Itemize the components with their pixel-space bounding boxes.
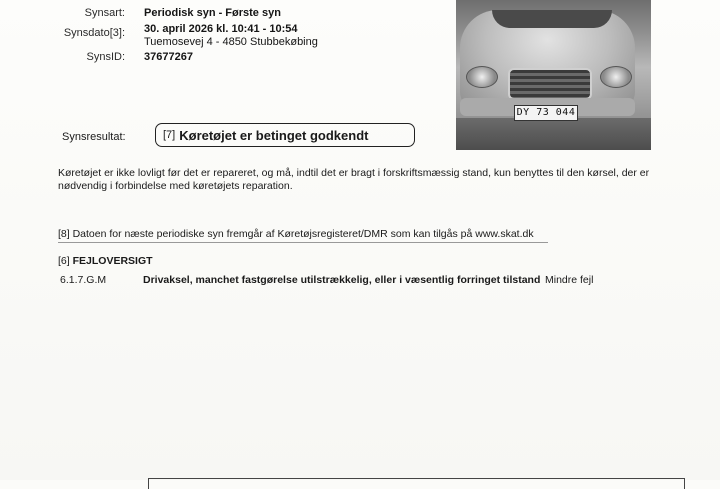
synsart-label: Synsart: xyxy=(84,7,125,19)
result-code: [7] xyxy=(163,129,176,141)
synsid-value: 37677267 xyxy=(144,51,193,63)
result-box xyxy=(155,123,415,147)
synsid-label: SynsID: xyxy=(86,51,125,63)
notice-text: Køretøjet er ikke lovligt før det er repareret, og må, indtil det er bragt i forskriftsmæssig stand, kun benyttes til den kørsel, der er nødvendig i forbindelse med køretøjets reparation. xyxy=(58,167,650,192)
license-plate: DY 73 044 xyxy=(514,105,578,121)
headlight-left xyxy=(466,66,498,88)
car-grille xyxy=(508,68,592,100)
vehicle-photo xyxy=(456,0,651,150)
faults-title xyxy=(58,255,153,267)
divider xyxy=(58,242,548,243)
fault-code: 6.1.7.G.M xyxy=(60,274,107,286)
faults-title-code: [6] xyxy=(58,255,70,267)
photo-ground xyxy=(456,118,651,150)
car-icon xyxy=(460,10,635,118)
car-windshield xyxy=(492,10,612,28)
faults-title-text: FEJLOVERSIGT xyxy=(72,255,153,267)
synsdato-value: 30. april 2026 kl. 10:41 - 10:54 xyxy=(144,23,298,35)
next-inspection-text: [8] Datoen for næste periodiske syn fremgår af Køretøjsregisteret/DMR som kan tilgås på www.skat.dk xyxy=(58,228,534,240)
result-label: Synsresultat: xyxy=(62,131,126,143)
headlight-right xyxy=(600,66,632,88)
fault-severity: Mindre fejl xyxy=(545,274,594,286)
address: Tuemosevej 4 - 4850 Stubbekøbing xyxy=(144,36,318,48)
synsart-value: Periodisk syn - Første syn xyxy=(144,7,281,19)
synsdato-label: Synsdato[3]: xyxy=(63,27,125,39)
result-text: Køretøjet er betinget godkendt xyxy=(179,127,369,143)
fault-description: Drivaksel, manchet fastgørelse utilstrækkelig, eller i væsentlig forringet tilstand xyxy=(143,274,541,286)
